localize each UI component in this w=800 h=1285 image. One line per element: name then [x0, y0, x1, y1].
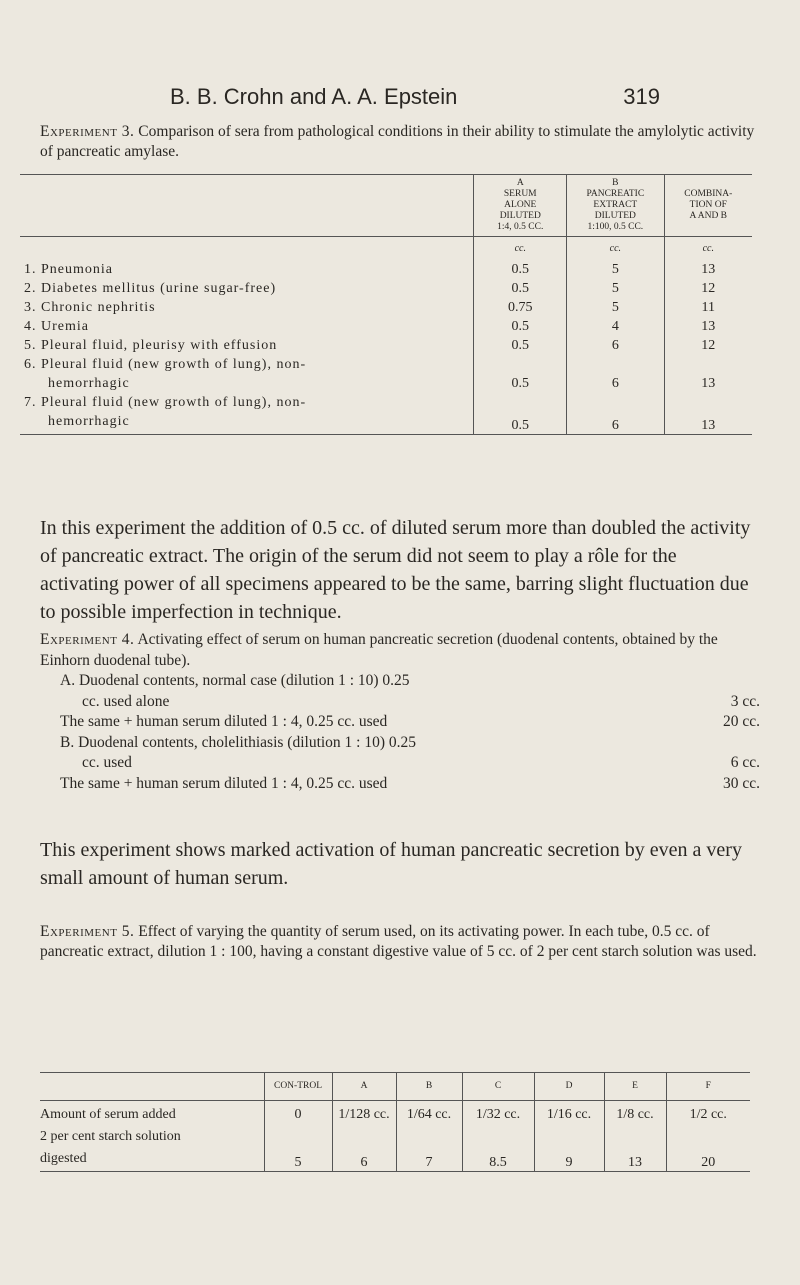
column-combination-header: COMBINA- TION OF A AND B: [664, 175, 752, 237]
table-row: 4. Uremia 0.5 4 13: [20, 316, 752, 335]
experiment-4-item-a: A. Duodenal contents, normal case (dilution 1 : 10) 0.25 cc. used alone 3 cc. The same + human serum diluted 1 : 4, 0.25 cc. used 20 cc.: [60, 672, 760, 730]
table-row: 6. Pleural fluid (new growth of lung), non-: [20, 354, 752, 373]
experiment-4-caption: Experiment 4. Activating effect of serum on human pancreatic secretion (duodenal contents, obtained by the Einhorn duodenal tube).: [40, 631, 718, 669]
experiment-5-caption: Experiment 5. Effect of varying the quantity of serum used, on its activating power. In each tube, 0.5 cc. of pancreatic extract, dilution 1 : 100, having a constant digestive value of 5 cc. of 2 per cent starch solution was used.: [40, 923, 757, 960]
running-title: B. B. Crohn and A. A. Epstein: [170, 84, 458, 109]
experiment-4-discussion: This experiment shows marked activation of human pancreatic secretion by even a very small amount of human serum.: [40, 839, 742, 889]
starch-digested-row-label: 2 per cent starch solution: [40, 1123, 750, 1145]
row-label-header: [20, 175, 474, 237]
experiment-3-label: Experiment 3.: [40, 123, 135, 140]
table-row: 5. Pleural fluid, pleurisy with effusion 0.5 6 12: [20, 335, 752, 354]
table-row: 1. Pneumonia 0.5 5 13: [20, 259, 752, 278]
experiment-4-item-b: B. Duodenal contents, cholelithiasis (dilution 1 : 10) 0.25 cc. used 6 cc. The same + human serum diluted 1 : 4, 0.25 cc. used 30 cc.: [60, 733, 760, 792]
experiment-3-text: Comparison of sera from pathological conditions in their ability to stimulate the amylolytic activity of pancreatic amylase.: [40, 123, 755, 160]
experiment-3-discussion: In this experiment the addition of 0.5 cc. of diluted serum more than doubled the activity of pancreatic extract. The origin of the serum did not seem to play a rôle for the activating power of all specimens appeared to be the same, barring slight fluctuation due to possible imperfection in technique.: [40, 517, 751, 623]
control-header: CON-TROL: [264, 1073, 332, 1101]
table-row-continuation: hemorrhagic 0.5 6 13: [20, 411, 752, 435]
running-header: [170, 84, 660, 110]
column-a-header: A SERUM ALONE DILUTED 1:4, 0.5 CC.: [474, 175, 567, 237]
serum-amount-row: Amount of serum added 0 1/128 cc. 1/64 cc. 1/32 cc. 1/16 cc. 1/8 cc. 1/2 cc.: [40, 1101, 750, 1124]
experiment-4-block: [40, 630, 760, 794]
column-b-header: B PANCREATIC EXTRACT DILUTED 1:100, 0.5 CC.: [567, 175, 664, 237]
experiment-3-table: [20, 174, 752, 435]
experiment-5-table: CON-TROL A B C D E F Amount of serum added 0 1/128 cc. 1/64 cc. 1/32 cc. 1/16 cc. 1/8 cc. 1/2 cc. 2 per cent starch solution digested 5 6 7 8.5 9 13 20: [40, 1072, 750, 1172]
experiment-3-caption: [40, 122, 760, 162]
table-row-continuation: hemorrhagic 0.5 6 13: [20, 373, 752, 392]
table-row: 7. Pleural fluid (new growth of lung), non-: [20, 392, 752, 411]
unit-row: cc. cc. cc.: [20, 237, 752, 260]
starch-digested-row: digested 5 6 7 8.5 9 13 20: [40, 1145, 750, 1172]
table-row: 2. Diabetes mellitus (urine sugar-free) 0.5 5 12: [20, 278, 752, 297]
page-number: 319: [623, 84, 660, 109]
table-row: 3. Chronic nephritis 0.75 5 11: [20, 297, 752, 316]
